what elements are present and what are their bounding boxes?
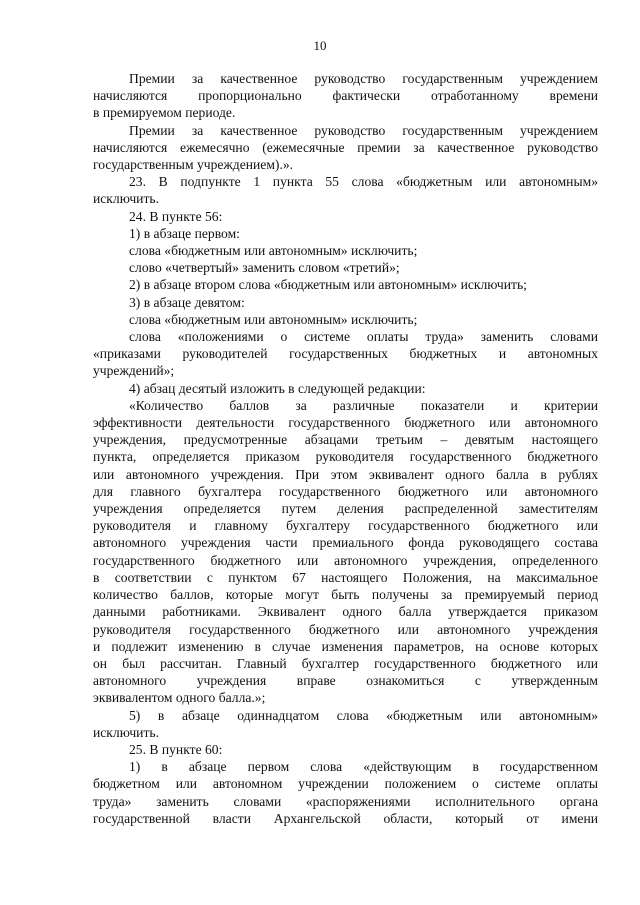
text-line: начисляются пропорционально фактически отработанному времени	[93, 88, 598, 104]
text-line: данными работниками. Эквивалент одного балла утверждается приказом	[93, 604, 598, 620]
text-line: эффективности деятельности государственного бюджетного или автономного	[93, 415, 598, 431]
text-line: начисляются ежемесячно (ежемесячные премии за качественное руководство	[93, 139, 598, 155]
text-line: 1) в абзаце первом слова «действующим в государственном	[129, 759, 598, 775]
text-line: труда» заменить словами «распоряжениями исполнительного органа	[93, 793, 598, 809]
text-line: он был рассчитан. Главный бухгалтер государственного бюджетного или	[93, 655, 598, 671]
text-line: бюджетном или автономном учреждении положением о системе оплаты	[93, 776, 598, 792]
text-line: учреждений»;	[93, 363, 175, 379]
text-line: 23. В подпункте 1 пункта 55 слова «бюджетным или автономным»	[129, 174, 598, 190]
text-line: эквивалентом одного балла.»;	[93, 690, 266, 706]
text-line: слова «положениями о системе оплаты труда» заменить словами	[129, 329, 598, 345]
text-line: 1) в абзаце первом:	[129, 225, 240, 241]
page-number: 10	[313, 38, 327, 53]
text-line: «приказами руководителей государственных бюджетных и автономных	[93, 346, 598, 362]
text-line: 3) в абзаце девятом:	[129, 294, 245, 310]
text-line: руководителя и главному бухгалтеру государственного бюджетного или	[93, 518, 598, 534]
text-line: 4) абзац десятый изложить в следующей редакции:	[129, 380, 426, 396]
text-line: 2) в абзаце втором слова «бюджетным или автономным» исключить;	[129, 277, 527, 293]
text-line: исключить.	[93, 724, 159, 740]
text-line: количество баллов, которые могут быть получены за премируемый период	[93, 587, 598, 603]
text-line: слова «бюджетным или автономным» исключить;	[129, 311, 418, 327]
text-line: пункта, определяется приказом руководителя государственного бюджетного	[93, 449, 598, 465]
text-line: автономного учреждения части премиального фонда руководящего состава	[93, 535, 598, 551]
text-line: автономного учреждения вправе ознакомиться с утвержденным	[93, 673, 598, 689]
text-line: 5) в абзаце одиннадцатом слова «бюджетным или автономным»	[129, 707, 598, 723]
text-line: 24. В пункте 56:	[129, 208, 223, 224]
document-body	[93, 70, 598, 827]
text-line: государственной власти Архангельской области, который от имени	[93, 810, 598, 826]
text-line: слова «бюджетным или автономным» исключить;	[129, 243, 418, 259]
text-line: в соответствии с пунктом 67 настоящего Положения, на максимальное	[93, 569, 598, 585]
text-line: в премируемом периоде.	[93, 105, 236, 121]
text-line: Премии за качественное руководство государственным учреждением	[129, 122, 598, 138]
text-line: 25. В пункте 60:	[129, 741, 223, 757]
text-line: руководителя государственного бюджетного или автономного учреждения	[93, 621, 598, 637]
text-line: учреждения определяется путем деления распределенной заместителям	[93, 501, 598, 517]
text-line: Премии за качественное руководство государственным учреждением	[129, 71, 598, 86]
text-line: или автономного учреждения. При этом эквивалент одного балла в рублях	[93, 466, 598, 482]
text-line: государственного бюджетного или автономного учреждения, определенного	[93, 552, 598, 568]
text-line: и подлежит изменению в случае изменения параметров, на основе которых	[93, 638, 598, 654]
text-line: исключить.	[93, 191, 159, 207]
text-line: слово «четвертый» заменить словом «третий»;	[129, 260, 400, 276]
text-line: «Количество баллов за различные показатели и критерии	[129, 397, 598, 413]
text-line: государственным учреждением).».	[93, 157, 294, 173]
text-line: для главного бухгалтера государственного бюджетного или автономного	[93, 483, 598, 499]
text-line: учреждения, предусмотренные абзацами третьим – девятым настоящего	[93, 432, 598, 448]
